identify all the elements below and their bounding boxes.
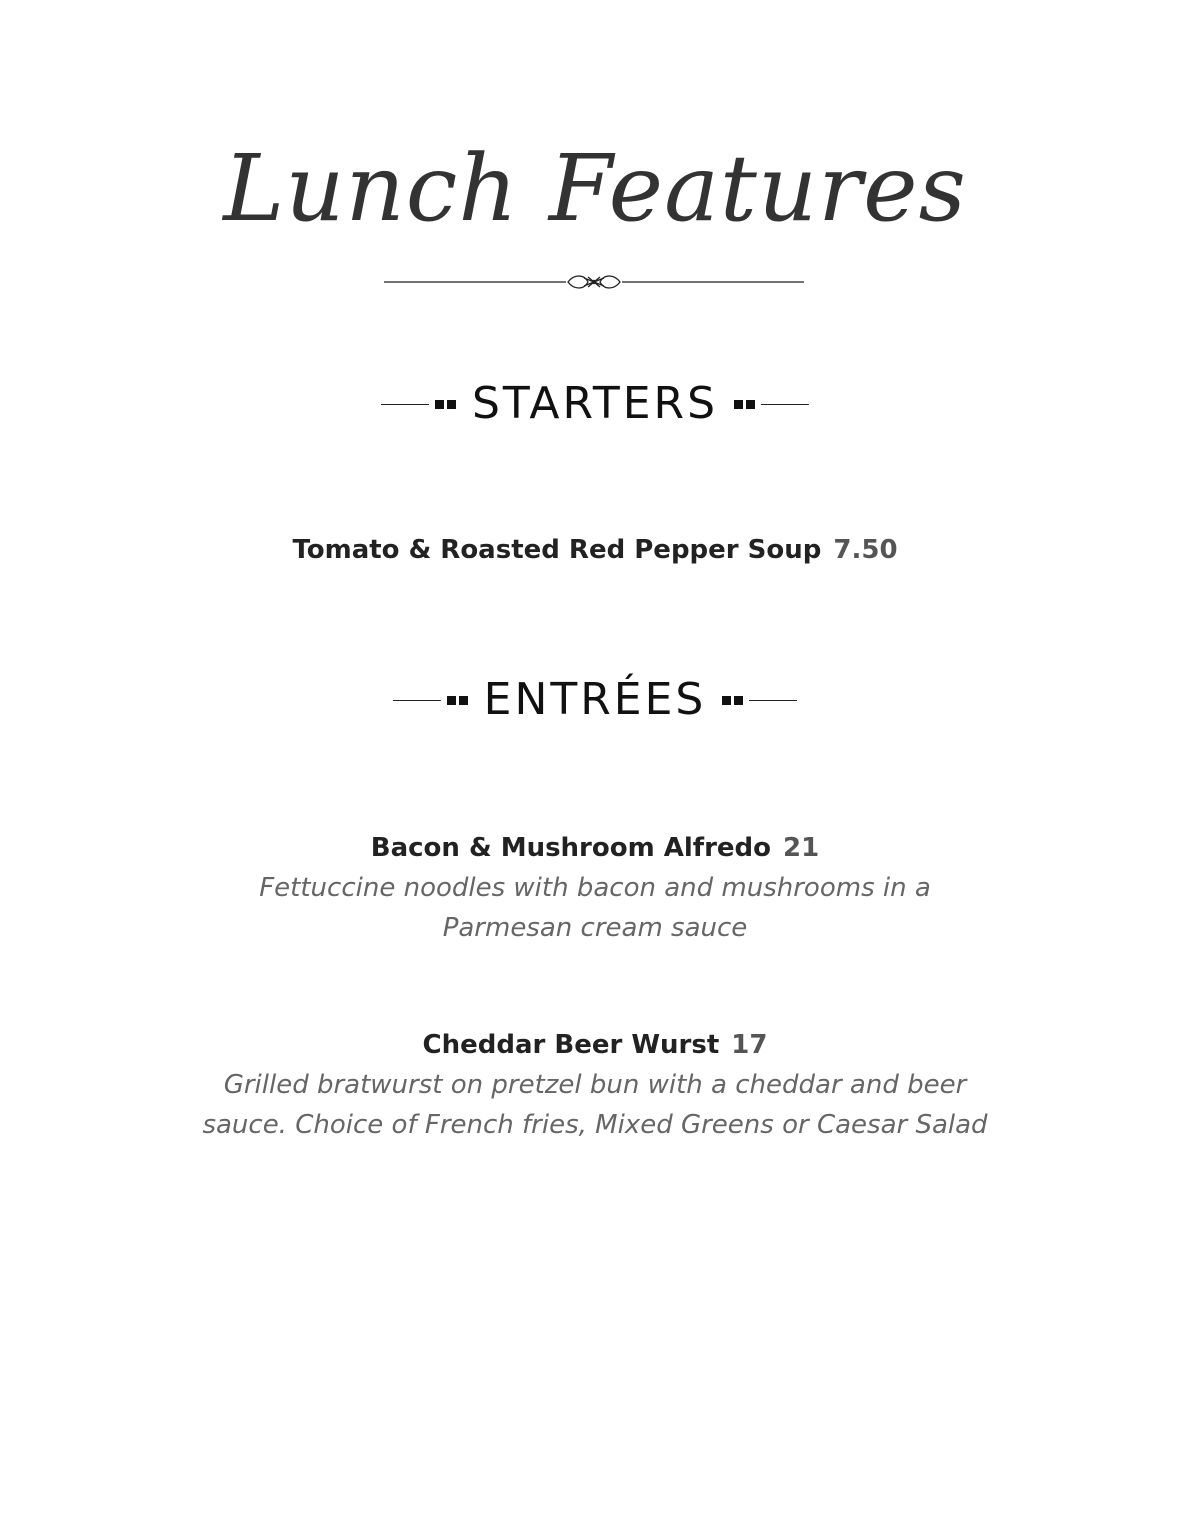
menu-item-description: Fettuccine noodles with bacon and mushrooms in a Parmesan cream sauce — [259, 873, 931, 943]
section-heading-starters — [0, 374, 1190, 434]
square-ornament-icon — [447, 696, 468, 705]
heading-rule-right — [749, 700, 797, 701]
menu-item-description: Grilled bratwurst on pretzel bun with a cheddar and beer sauce. Choice of French fries, Mixed Greens or Caesar Salad — [202, 1070, 988, 1140]
section-heading-text: STARTERS — [471, 378, 719, 429]
heading-rule-left — [381, 404, 429, 405]
section-heading-text: ENTRÉES — [483, 674, 707, 725]
square-ornament-icon — [734, 400, 755, 409]
menu-item-price: 7.50 — [833, 535, 898, 565]
page-title: Lunch Features — [223, 135, 967, 242]
ornamental-divider-icon — [384, 270, 804, 294]
menu-item-price: 21 — [783, 833, 820, 863]
heading-rule-left — [393, 700, 441, 701]
menu-item-name: Bacon & Mushroom Alfredo — [370, 833, 772, 863]
square-ornament-icon — [722, 696, 743, 705]
menu-item — [190, 828, 1000, 948]
menu-item — [190, 530, 1000, 570]
section-heading-entrees — [0, 670, 1190, 730]
menu-item-price: 17 — [731, 1030, 768, 1060]
menu-item — [190, 1025, 1000, 1145]
square-ornament-icon — [435, 400, 456, 409]
heading-rule-right — [761, 404, 809, 405]
menu-item-name: Cheddar Beer Wurst — [422, 1030, 720, 1060]
menu-item-name: Tomato & Roasted Red Pepper Soup — [292, 535, 822, 565]
